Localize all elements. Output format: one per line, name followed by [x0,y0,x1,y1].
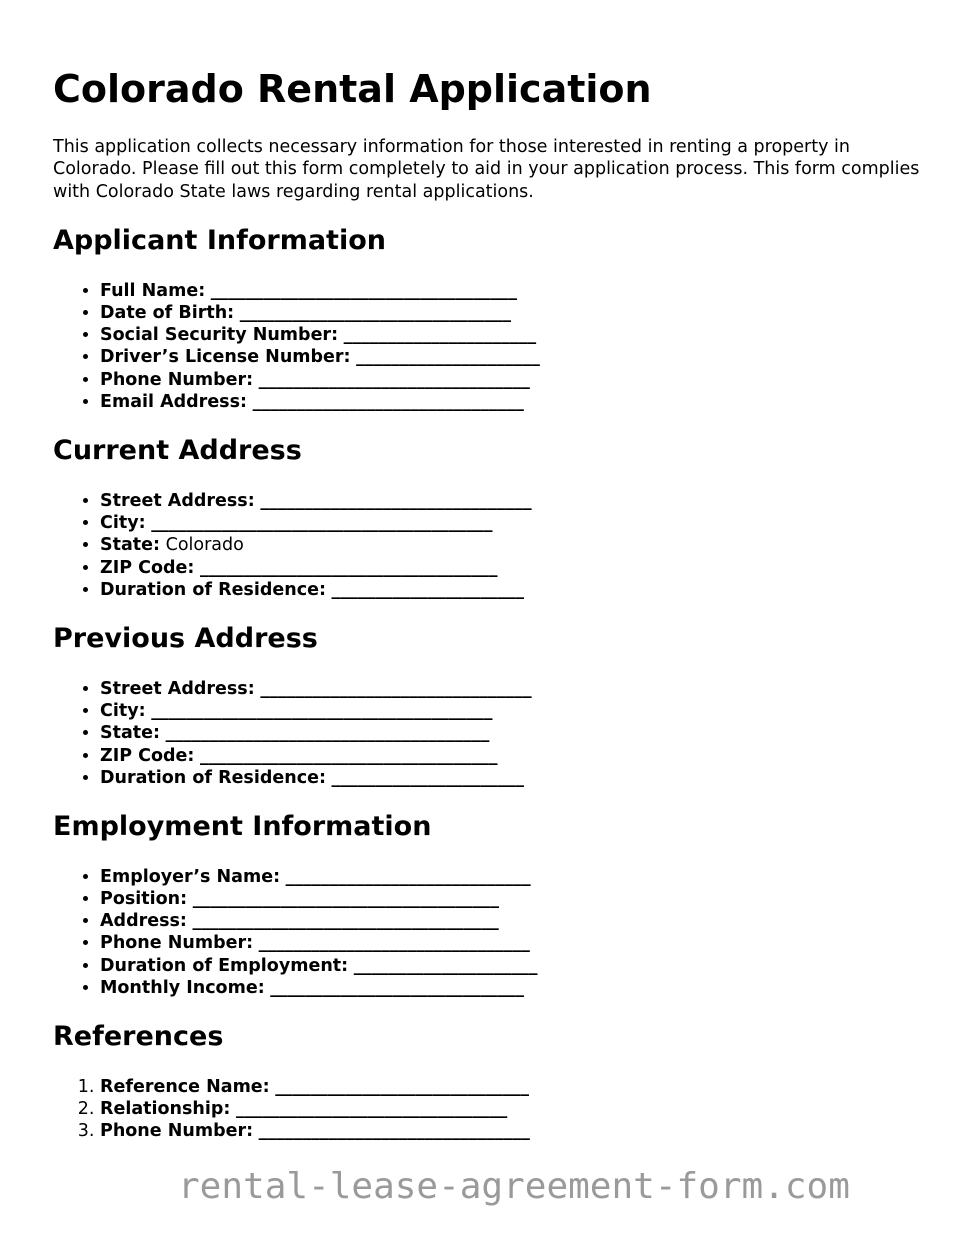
watermark-text: rental-lease-agreement-form.com [178,1166,850,1207]
field-label: Reference Name: [100,1076,270,1097]
section-heading-references: References [53,1021,224,1053]
field-label: State: [100,723,161,744]
field-blank[interactable]: ___________________________________ [210,280,518,301]
field-blank[interactable]: _______________________________ [260,490,532,511]
field-blank[interactable]: _____________________________ [275,1076,530,1097]
field-email-address [100,391,923,413]
field-blank[interactable]: ______________________ [331,767,525,788]
field-blank[interactable]: __________________________________ [199,557,498,578]
field-label: Phone Number: [100,933,254,954]
intro-paragraph: This application collects necessary information for those interested in renting a property in Colorado. Please fill out this form completely to aid in your application process. This form complies with Colorado State laws regarding rental applications. [53,136,920,202]
field-label: Date of Birth: [100,302,235,323]
field-blank[interactable]: _______________________________ [252,392,524,413]
field-blank[interactable]: _______________________________________ [151,513,493,534]
field-label: Address: [100,911,187,932]
field-city [100,700,923,722]
field-blank[interactable]: _______________________________ [258,933,530,954]
field-label: Social Security Number: [100,325,339,346]
field-phone-number [100,369,923,391]
field-state [100,534,923,556]
field-relationship [100,1098,923,1120]
field-label: Phone Number: [100,1121,254,1142]
previous-address-fields-list [53,678,923,789]
section-heading-previous-address: Previous Address [53,623,318,655]
field-duration-of-employment [100,955,923,977]
applicant-fields-list [53,280,923,414]
field-reference-name [100,1076,923,1098]
document-page [53,68,923,1165]
field-label: Duration of Residence: [100,579,326,600]
field-blank[interactable]: ______________________ [343,325,537,346]
field-date-of-birth [100,302,923,324]
field-label: Position: [100,888,188,909]
field-address [100,910,923,932]
field-duration-of-residence [100,767,923,789]
field-label: Street Address: [100,678,255,699]
field-value: Colorado [165,535,244,556]
field-blank[interactable]: _____________________________ [270,977,525,998]
field-label: Monthly Income: [100,977,265,998]
field-state [100,722,923,744]
section-heading-employment: Employment Information [53,811,432,843]
field-blank[interactable]: ___________________________________ [192,911,499,932]
field-label: City: [100,700,146,721]
field-ssn [100,324,923,346]
field-label: Street Address: [100,490,255,511]
section-heading-applicant: Applicant Information [53,225,386,257]
page-title: Colorado Rental Application [53,67,652,111]
field-label: Driver’s License Number: [100,347,351,368]
field-blank[interactable]: _______________________________ [260,678,532,699]
field-street-address [100,678,923,700]
field-label: Duration of Residence: [100,767,326,788]
field-blank[interactable]: __________________________________ [199,745,498,766]
field-blank[interactable]: _______________________________ [258,1121,530,1142]
field-blank[interactable]: _______________________________ [235,1098,508,1119]
field-label: Duration of Employment: [100,955,349,976]
field-blank[interactable]: _______________________________ [239,302,512,323]
field-blank[interactable]: _____________________ [353,955,538,976]
field-blank[interactable]: _______________________________________ [151,700,493,721]
field-label: Email Address: [100,392,248,413]
employment-fields-list [53,866,923,1000]
field-monthly-income [100,977,923,999]
field-zip-code [100,557,923,579]
field-duration-of-residence [100,579,923,601]
field-reference-phone [100,1120,923,1142]
field-label: Phone Number: [100,369,254,390]
section-heading-current-address: Current Address [53,435,302,467]
field-phone-number [100,932,923,954]
field-zip-code [100,745,923,767]
field-blank[interactable]: _______________________________ [258,369,530,390]
field-position [100,888,923,910]
field-label: ZIP Code: [100,557,195,578]
field-blank[interactable]: ____________________________ [285,866,531,887]
field-drivers-license [100,346,923,368]
field-blank[interactable]: _____________________________________ [165,723,490,744]
field-label: Full Name: [100,280,206,301]
current-address-fields-list [53,490,923,601]
field-label: City: [100,513,146,534]
field-city [100,512,923,534]
field-label: Relationship: [100,1098,231,1119]
field-street-address [100,490,923,512]
field-label: Employer’s Name: [100,866,281,887]
field-blank[interactable]: _____________________ [356,347,540,368]
field-blank[interactable]: ______________________ [331,579,525,600]
field-employer-name [100,866,923,888]
field-label: State: [100,535,161,556]
references-fields-list [53,1076,923,1143]
field-full-name [100,280,923,302]
field-label: ZIP Code: [100,745,195,766]
field-blank[interactable]: ___________________________________ [192,888,499,909]
